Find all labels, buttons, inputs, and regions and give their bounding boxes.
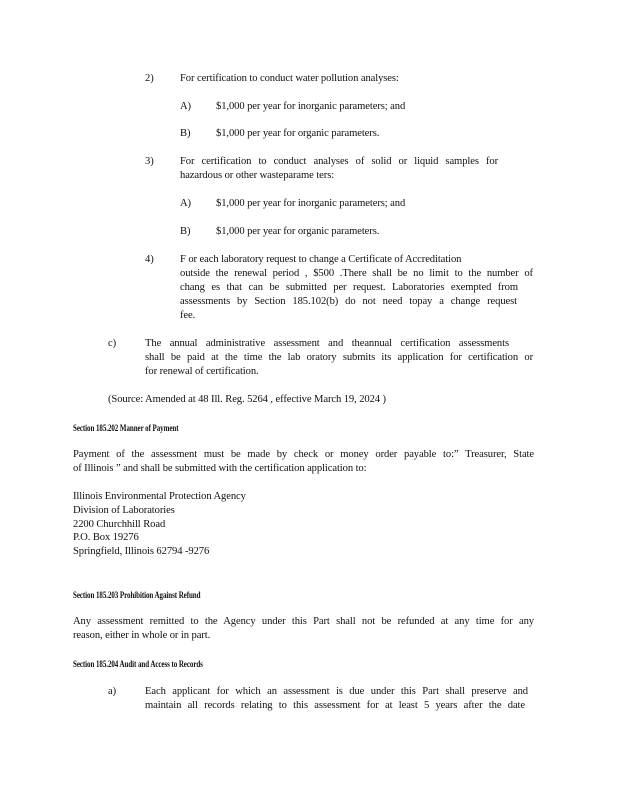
item-4-line-1: F or each laboratory request to change a Certificate of Accreditation	[180, 254, 462, 265]
item-4-line-2: outside the renewal period , $500 .There shall be no limit to the number of	[180, 268, 533, 279]
item-2-label: 2)	[145, 73, 154, 84]
section-202-line-1: Payment of the assessment must be made by check or money order payable to:” Treasurer, State	[73, 449, 534, 460]
item-2-b-label: B)	[180, 128, 191, 139]
address-line-5: Springfield, Illinois 62794 -9276	[73, 546, 210, 557]
section-202-line-2: of Illinois ” and shall be submitted with the certification application to:	[73, 463, 367, 474]
address-line-1: Illinois Environmental Protection Agency	[73, 491, 246, 502]
item-4-line-3: chang es that can be submitted per request. Laboratories exempted from	[180, 282, 518, 293]
item-2-a-text: $1,000 per year for inorganic parameters; and	[216, 101, 406, 112]
item-3-line-2: hazardous or other wasteparame ters:	[180, 170, 335, 181]
item-c-label: c)	[108, 338, 117, 349]
item-4-line-5: fee.	[180, 310, 196, 321]
item-4-label: 4)	[145, 254, 154, 265]
item-c-line-1: The annual administrative assessment and theannual certification assessments	[145, 338, 509, 349]
address-line-2: Division of Laboratories	[73, 505, 175, 516]
item-2-text: For certification to conduct water pollution analyses:	[180, 73, 399, 84]
address-line-4: P.O. Box 19276	[73, 532, 139, 543]
section-204-heading: Section 185.204 Audit and Access to Records	[73, 659, 203, 669]
section-204-a-line-2: maintain all records relating to this assessment for at least 5 years after the date	[145, 700, 525, 711]
section-203-line-2: reason, either in whole or in part.	[73, 630, 211, 641]
item-2-b-text: $1,000 per year for organic parameters.	[216, 128, 380, 139]
item-c-line-3: for renewal of certification.	[145, 366, 259, 377]
section-203-heading: Section 185.203 Prohibition Against Refund	[73, 590, 201, 600]
item-3-a-label: A)	[180, 198, 191, 209]
address-line-3: 2200 Churchhill Road	[73, 519, 166, 530]
item-3-b-text: $1,000 per year for organic parameters.	[216, 226, 380, 237]
item-4-line-4: assessments by Section 185.102(b) do not need topay a change request	[180, 296, 517, 307]
source-note: (Source: Amended at 48 Ill. Reg. 5264 , effective March 19, 2024 )	[108, 394, 386, 405]
item-3-b-label: B)	[180, 226, 191, 237]
section-204-a-label: a)	[108, 686, 117, 697]
item-3-line-1: For certification to conduct analyses of solid or liquid samples for	[180, 156, 498, 167]
section-203-line-1: Any assessment remitted to the Agency under this Part shall not be refunded at any time for any	[73, 616, 534, 627]
section-204-a-line-1: Each applicant for which an assessment is due under this Part shall preserve and	[145, 686, 528, 697]
item-2-a-label: A)	[180, 101, 191, 112]
item-3-a-text: $1,000 per year for inorganic parameters; and	[216, 198, 406, 209]
section-202-heading: Section 185.202 Manner of Payment	[73, 423, 179, 433]
item-c-line-2: shall be paid at the time the lab oratory submits its application for certification or	[145, 352, 533, 363]
item-3-label: 3)	[145, 156, 154, 167]
